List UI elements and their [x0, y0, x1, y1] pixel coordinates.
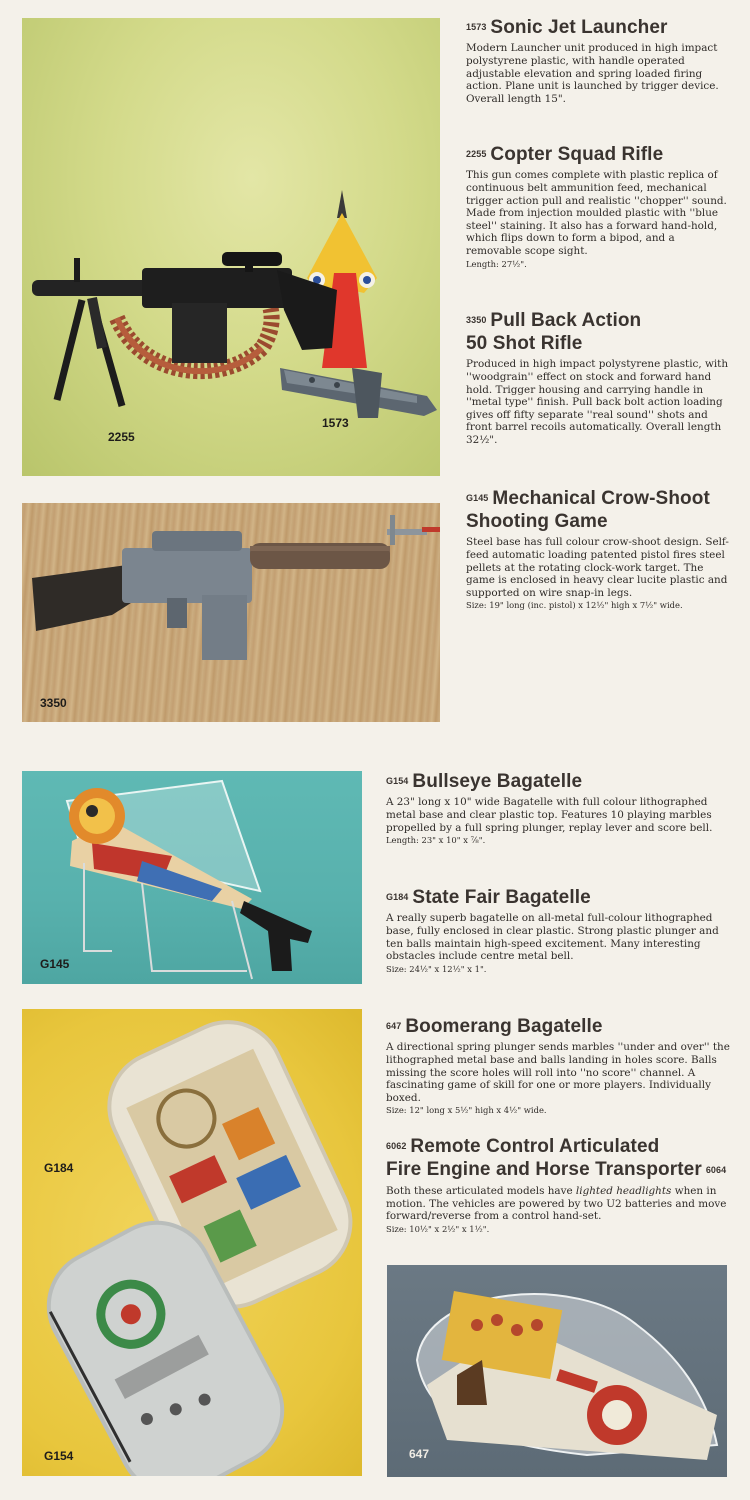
entry-description: Steel base has full colour crow-shoot design. Self-feed automatic loading patented pistol fires steel pellets at the rotating clock-work target. The game is enclosed in heavy clear lucite plastic and supported on wire snap-in legs.	[466, 536, 729, 599]
entry-title-line: Mechanical Crow-Shoot	[492, 488, 710, 509]
entry-title-line: Remote Control Articulated	[410, 1136, 660, 1157]
photo-label-G184: G184	[44, 1161, 74, 1175]
entry-description: A really superb bagatelle on all-metal full-colour lithographed base, fully enclosed in clear plastic. Strong plastic plunger and ten balls maintain high-speed excitement. Many interesting obstacles include centre metal bell.	[386, 912, 719, 963]
entry-code: 1573	[466, 22, 487, 33]
entry-title	[386, 770, 731, 793]
entry-code: G184	[386, 892, 409, 903]
photo-label-G154: G154	[44, 1449, 74, 1463]
entry-title-line: Fire Engine and Horse Transporter	[386, 1159, 702, 1181]
photo-boomerang-bagatelle	[387, 1265, 727, 1477]
photo-label-2255: 2255	[108, 430, 135, 444]
entry-title-line: Sonic Jet Launcher	[490, 17, 668, 38]
entry-code: 647	[386, 1021, 402, 1032]
entry-title	[466, 487, 730, 533]
entry-description: This gun comes complete with plastic replica of continuous belt ammunition feed, mechanical trigger action pull and realistic ''chopper'' sound. Made from injection moulded plastic with ''blue steel'' staining. It also has a forward hand-hold, which flips down to form a bipod, and a removable scope sight.	[466, 169, 727, 258]
entry-title-line: State Fair Bagatelle	[412, 887, 591, 908]
entry-size: Size: 24½" x 12½" x 1".	[386, 963, 487, 974]
entry-description: Modern Launcher unit produced in high impact polystyrene plastic, with handle operated adjustable elevation and spring loaded firing action. Plane unit is launched by trigger device. Overall length 15".	[466, 42, 719, 105]
entry-title	[386, 1135, 731, 1182]
entry-647	[386, 1015, 731, 1116]
photo-rifle-launcher	[22, 18, 440, 476]
entry-description: A 23" long x 10" wide Bagatelle with full colour lithographed metal base and clear plastic top. Features 10 playing marbles propelled by a full spring plunger, replay lever and score bell.	[386, 796, 713, 834]
entry-size: Length: 23" x 10" x ⅞".	[386, 835, 486, 846]
entry-3350	[466, 309, 730, 447]
entry-title	[386, 1015, 731, 1038]
entry-2255	[466, 143, 730, 270]
entry-size: Size: 19" long (inc. pistol) x 12½" high x 7½" wide.	[466, 600, 683, 611]
photo-label-1573: 1573	[322, 416, 349, 430]
entry-G154	[386, 770, 731, 846]
entry-title	[466, 309, 730, 355]
photo-label-G145: G145	[40, 957, 70, 971]
pullback-rifle-illustration	[22, 503, 440, 722]
entry-1573	[466, 16, 730, 105]
entry-title	[466, 143, 730, 166]
entry-title-line: Pull Back Action	[490, 310, 642, 331]
entry-G145	[466, 487, 730, 611]
entry-code: 3350	[466, 315, 487, 326]
entry-6062-6064	[386, 1135, 731, 1235]
entry-description-part: Both these articulated models have	[386, 1184, 576, 1197]
photo-label-3350: 3350	[40, 696, 67, 710]
entry-code: G145	[466, 493, 489, 504]
entry-title	[386, 886, 731, 909]
entry-title-line: Copter Squad Rifle	[490, 144, 664, 165]
boomerang-illustration	[387, 1265, 727, 1477]
entry-size: Size: 10½" x 2½" x 1½".	[386, 1223, 490, 1234]
entry-code: G154	[386, 776, 409, 787]
crow-shoot-illustration	[22, 771, 362, 984]
entry-description: A directional spring plunger sends marbles ''under and over'' the lithographed metal base and balls landing in holes score. Balls missing the score holes will roll into ''no score'' channel. A fascinating game of skill for one or more players. Individually boxed.	[386, 1041, 730, 1104]
entry-title-line: Boomerang Bagatelle	[405, 1016, 603, 1037]
entry-description-emphasis: lighted headlights	[575, 1184, 672, 1197]
entry-title-line: Bullseye Bagatelle	[412, 771, 583, 792]
photo-bagatelles	[22, 1009, 362, 1476]
entry-size: Length: 27½".	[466, 258, 527, 269]
rifle-launcher-illustration	[22, 18, 440, 476]
photo-crow-shoot-game	[22, 771, 362, 984]
photo-pullback-rifle	[22, 503, 440, 722]
entry-code-right: 6064	[705, 1164, 727, 1175]
bagatelles-illustration	[22, 1009, 362, 1476]
photo-label-647: 647	[409, 1447, 430, 1461]
entry-code: 6062	[386, 1141, 407, 1152]
entry-description: Produced in high impact polystyrene plastic, with ''woodgrain'' effect on stock and forward hand hold. Trigger housing and carrying handle in ''metal type'' finish. Pull back bolt action loading gives off fifty separate ''real sound'' shots and front barrel recoils automatically. Overall length 32½".	[466, 358, 729, 447]
entry-description-part: when in motion. The vehicles are powered by two U2 batteries and move forward/reverse from a control hand-set.	[386, 1184, 727, 1223]
entry-description	[386, 1185, 731, 1223]
entry-title-line: 50 Shot Rifle	[466, 333, 583, 355]
entry-code: 2255	[466, 149, 487, 160]
entry-G184	[386, 886, 731, 975]
entry-title	[466, 16, 730, 39]
entry-title-line: Shooting Game	[466, 511, 608, 533]
entry-size: Size: 12" long x 5½" high x 4½" wide.	[386, 1105, 547, 1116]
